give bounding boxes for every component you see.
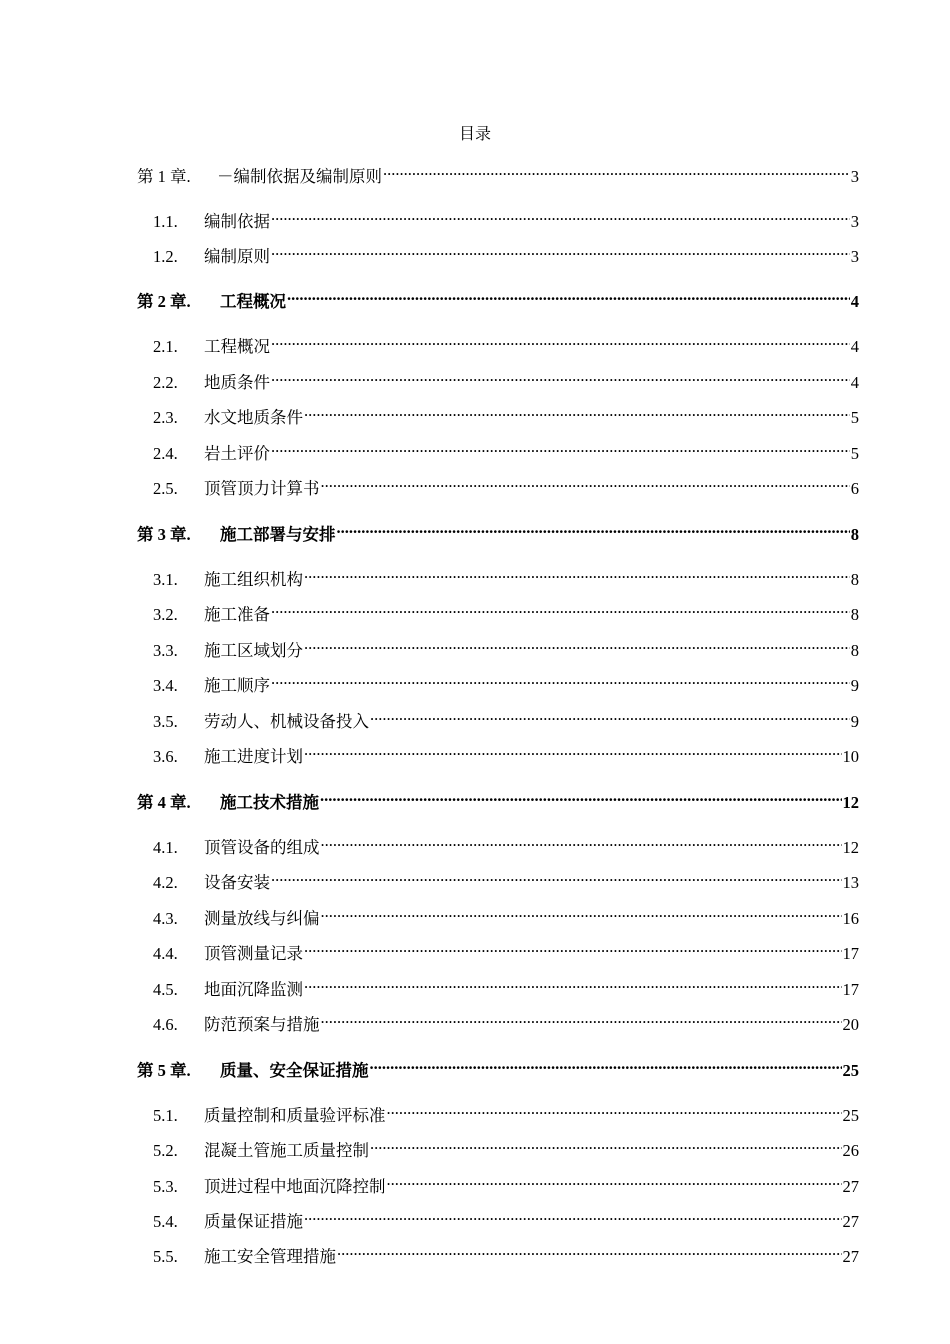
toc-section-title: 编制原则 [204,247,270,266]
toc-section-4-5[interactable] [153,971,859,1002]
toc-page-number: 3 [850,212,859,231]
toc-section-number: 5.3. [153,1177,178,1196]
toc-section-number: 5.4. [153,1212,178,1231]
toc-section-title: 地面沉降监测 [204,980,303,999]
toc-dot-leader [304,738,842,762]
toc-section-title: 施工安全管理措施 [204,1247,336,1266]
toc-section-4-2[interactable] [153,864,859,895]
toc-page-number: 5 [850,444,859,463]
toc-page-number: 13 [842,873,859,892]
toc-dot-leader [321,900,842,924]
toc-dot-leader [304,632,850,656]
toc-page-number: 3 [850,247,859,266]
toc-section-title: 防范预案与措施 [204,1015,320,1034]
toc-dot-leader [287,283,850,307]
toc-section-2-4[interactable] [153,435,859,466]
toc-dot-leader [337,1238,842,1262]
toc-section-title: 顶进过程中地面沉降控制 [204,1177,386,1196]
toc-page-number: 12 [842,838,859,857]
toc-page-number: 8 [850,570,859,589]
toc-section-3-6[interactable] [153,738,859,769]
toc-dot-leader [321,829,842,853]
toc-section-3-4[interactable] [153,667,859,698]
toc-section-number: 1.1. [153,212,178,231]
toc-section-number: 1.2. [153,247,178,266]
toc-section-4-4[interactable] [153,935,859,966]
toc-section-title: 顶管设备的组成 [204,838,320,857]
toc-section-number: 2.3. [153,408,178,427]
toc-page-number: 6 [850,479,859,498]
toc-section-title: 设备安装 [204,873,270,892]
toc-chapter-title: －编制依据及编制原则 [217,167,382,186]
toc-page-number: 20 [842,1015,859,1034]
toc-chapter-5[interactable] [137,1052,859,1083]
toc-dot-leader [387,1097,842,1121]
toc-dot-leader [271,667,850,691]
toc-page-number: 27 [842,1247,859,1266]
toc-section-title: 施工准备 [204,605,270,624]
toc-dot-leader [271,435,850,459]
toc-section-title: 混凝土管施工质量控制 [204,1141,369,1160]
toc-dot-leader [337,516,850,540]
toc-section-number: 4.5. [153,980,178,999]
toc-dot-leader [271,596,850,620]
toc-section-5-1[interactable] [153,1097,859,1128]
toc-dot-leader [321,470,850,494]
toc-section-4-3[interactable] [153,900,859,931]
toc-page-number: 12 [842,793,859,812]
toc-section-number: 4.4. [153,944,178,963]
toc-section-2-5[interactable] [153,470,859,501]
toc-section-number: 4.1. [153,838,178,857]
toc-chapter-number: 第 3 章. [137,525,191,544]
toc-section-5-4[interactable] [153,1203,859,1234]
toc-section-number: 3.2. [153,605,178,624]
toc-page-number: 9 [850,712,859,731]
toc-dot-leader [370,1132,842,1156]
toc-section-title: 测量放线与纠偏 [204,909,320,928]
toc-chapter-4[interactable] [137,784,859,815]
toc-section-number: 2.4. [153,444,178,463]
toc-section-title: 劳动人、机械设备投入 [204,712,369,731]
toc-section-title: 水文地质条件 [204,408,303,427]
toc-section-number: 2.2. [153,373,178,392]
toc-section-title: 顶管测量记录 [204,944,303,963]
toc-section-4-1[interactable] [153,829,859,860]
toc-section-number: 2.5. [153,479,178,498]
toc-dot-leader [271,328,850,352]
toc-page-number: 4 [850,337,859,356]
toc-section-number: 4.2. [153,873,178,892]
toc-section-number: 4.3. [153,909,178,928]
toc-section-title: 施工区域划分 [204,641,303,660]
toc-section-number: 3.5. [153,712,178,731]
toc-chapter-title: 施工技术措施 [220,793,319,812]
toc-dot-leader [304,561,850,585]
toc-section-number: 5.5. [153,1247,178,1266]
toc-dot-leader [383,158,850,182]
toc-dot-leader [271,364,850,388]
toc-page-number: 5 [850,408,859,427]
toc-dot-leader [304,399,850,423]
toc-section-5-3[interactable] [153,1168,859,1199]
toc-section-title: 质量控制和质量验评标准 [204,1106,386,1125]
toc-page-number: 17 [842,944,859,963]
toc-page-number: 4 [850,292,859,311]
toc-section-number: 3.4. [153,676,178,695]
toc-chapter-3[interactable] [137,516,859,547]
toc-page-number: 3 [850,167,859,186]
toc-section-title: 施工顺序 [204,676,270,695]
toc-chapter-title: 施工部署与安排 [220,525,336,544]
toc-section-number: 5.1. [153,1106,178,1125]
toc-section-number: 4.6. [153,1015,178,1034]
toc-section-1-1[interactable] [153,203,859,234]
toc-section-title: 工程概况 [204,337,270,356]
toc-section-2-3[interactable] [153,399,859,430]
toc-section-number: 3.1. [153,570,178,589]
toc-section-5-2[interactable] [153,1132,859,1163]
toc-page-number: 17 [842,980,859,999]
toc-dot-leader [370,703,850,727]
toc-page-number: 26 [842,1141,859,1160]
toc-chapter-1[interactable] [137,158,859,189]
toc-page-number: 27 [842,1177,859,1196]
toc-chapter-2[interactable] [137,283,859,314]
toc-page-number: 25 [842,1061,859,1080]
toc-dot-leader [271,203,850,227]
toc-section-4-6[interactable] [153,1006,859,1037]
toc-section-number: 2.1. [153,337,178,356]
toc-section-3-2[interactable] [153,596,859,627]
toc-section-number: 3.3. [153,641,178,660]
toc-section-title: 编制依据 [204,212,270,231]
toc-dot-leader [304,935,842,959]
toc-section-3-1[interactable] [153,561,859,592]
toc-page-number: 4 [850,373,859,392]
toc-section-title: 地质条件 [204,373,270,392]
toc-page-number: 16 [842,909,859,928]
toc-page-number: 8 [850,605,859,624]
toc-dot-leader [320,784,842,808]
toc-page-number: 8 [850,641,859,660]
toc-section-number: 5.2. [153,1141,178,1160]
toc-dot-leader [370,1052,842,1076]
toc-section-title: 顶管顶力计算书 [204,479,320,498]
toc-section-title: 质量保证措施 [204,1212,303,1231]
toc-chapter-number: 第 4 章. [137,793,191,812]
toc-dot-leader [271,238,850,262]
toc-section-5-5[interactable] [153,1238,859,1269]
toc-chapter-number: 第 1 章. [137,167,191,186]
toc-page-number: 25 [842,1106,859,1125]
toc-dot-leader [387,1168,842,1192]
toc-page-number: 10 [842,747,859,766]
toc-chapter-number: 第 5 章. [137,1061,191,1080]
toc-section-3-5[interactable] [153,703,859,734]
toc-section-2-1[interactable] [153,328,859,359]
toc-section-number: 3.6. [153,747,178,766]
toc-dot-leader [304,1203,842,1227]
toc-dot-leader [271,864,842,888]
toc-chapter-number: 第 2 章. [137,292,191,311]
toc-section-title: 岩土评价 [204,444,270,463]
toc-dot-leader [304,971,842,995]
toc-page-number: 27 [842,1212,859,1231]
toc-chapter-title: 质量、安全保证措施 [220,1061,369,1080]
toc-section-title: 施工组织机构 [204,570,303,589]
toc-section-2-2[interactable] [153,364,859,395]
toc-page-number: 8 [850,525,859,544]
toc-page-number: 9 [850,676,859,695]
toc-section-title: 施工进度计划 [204,747,303,766]
toc-section-1-2[interactable] [153,238,859,269]
toc-title: 目录 [458,126,491,143]
toc-section-3-3[interactable] [153,632,859,663]
toc-dot-leader [321,1006,842,1030]
toc-chapter-title: 工程概况 [220,292,286,311]
